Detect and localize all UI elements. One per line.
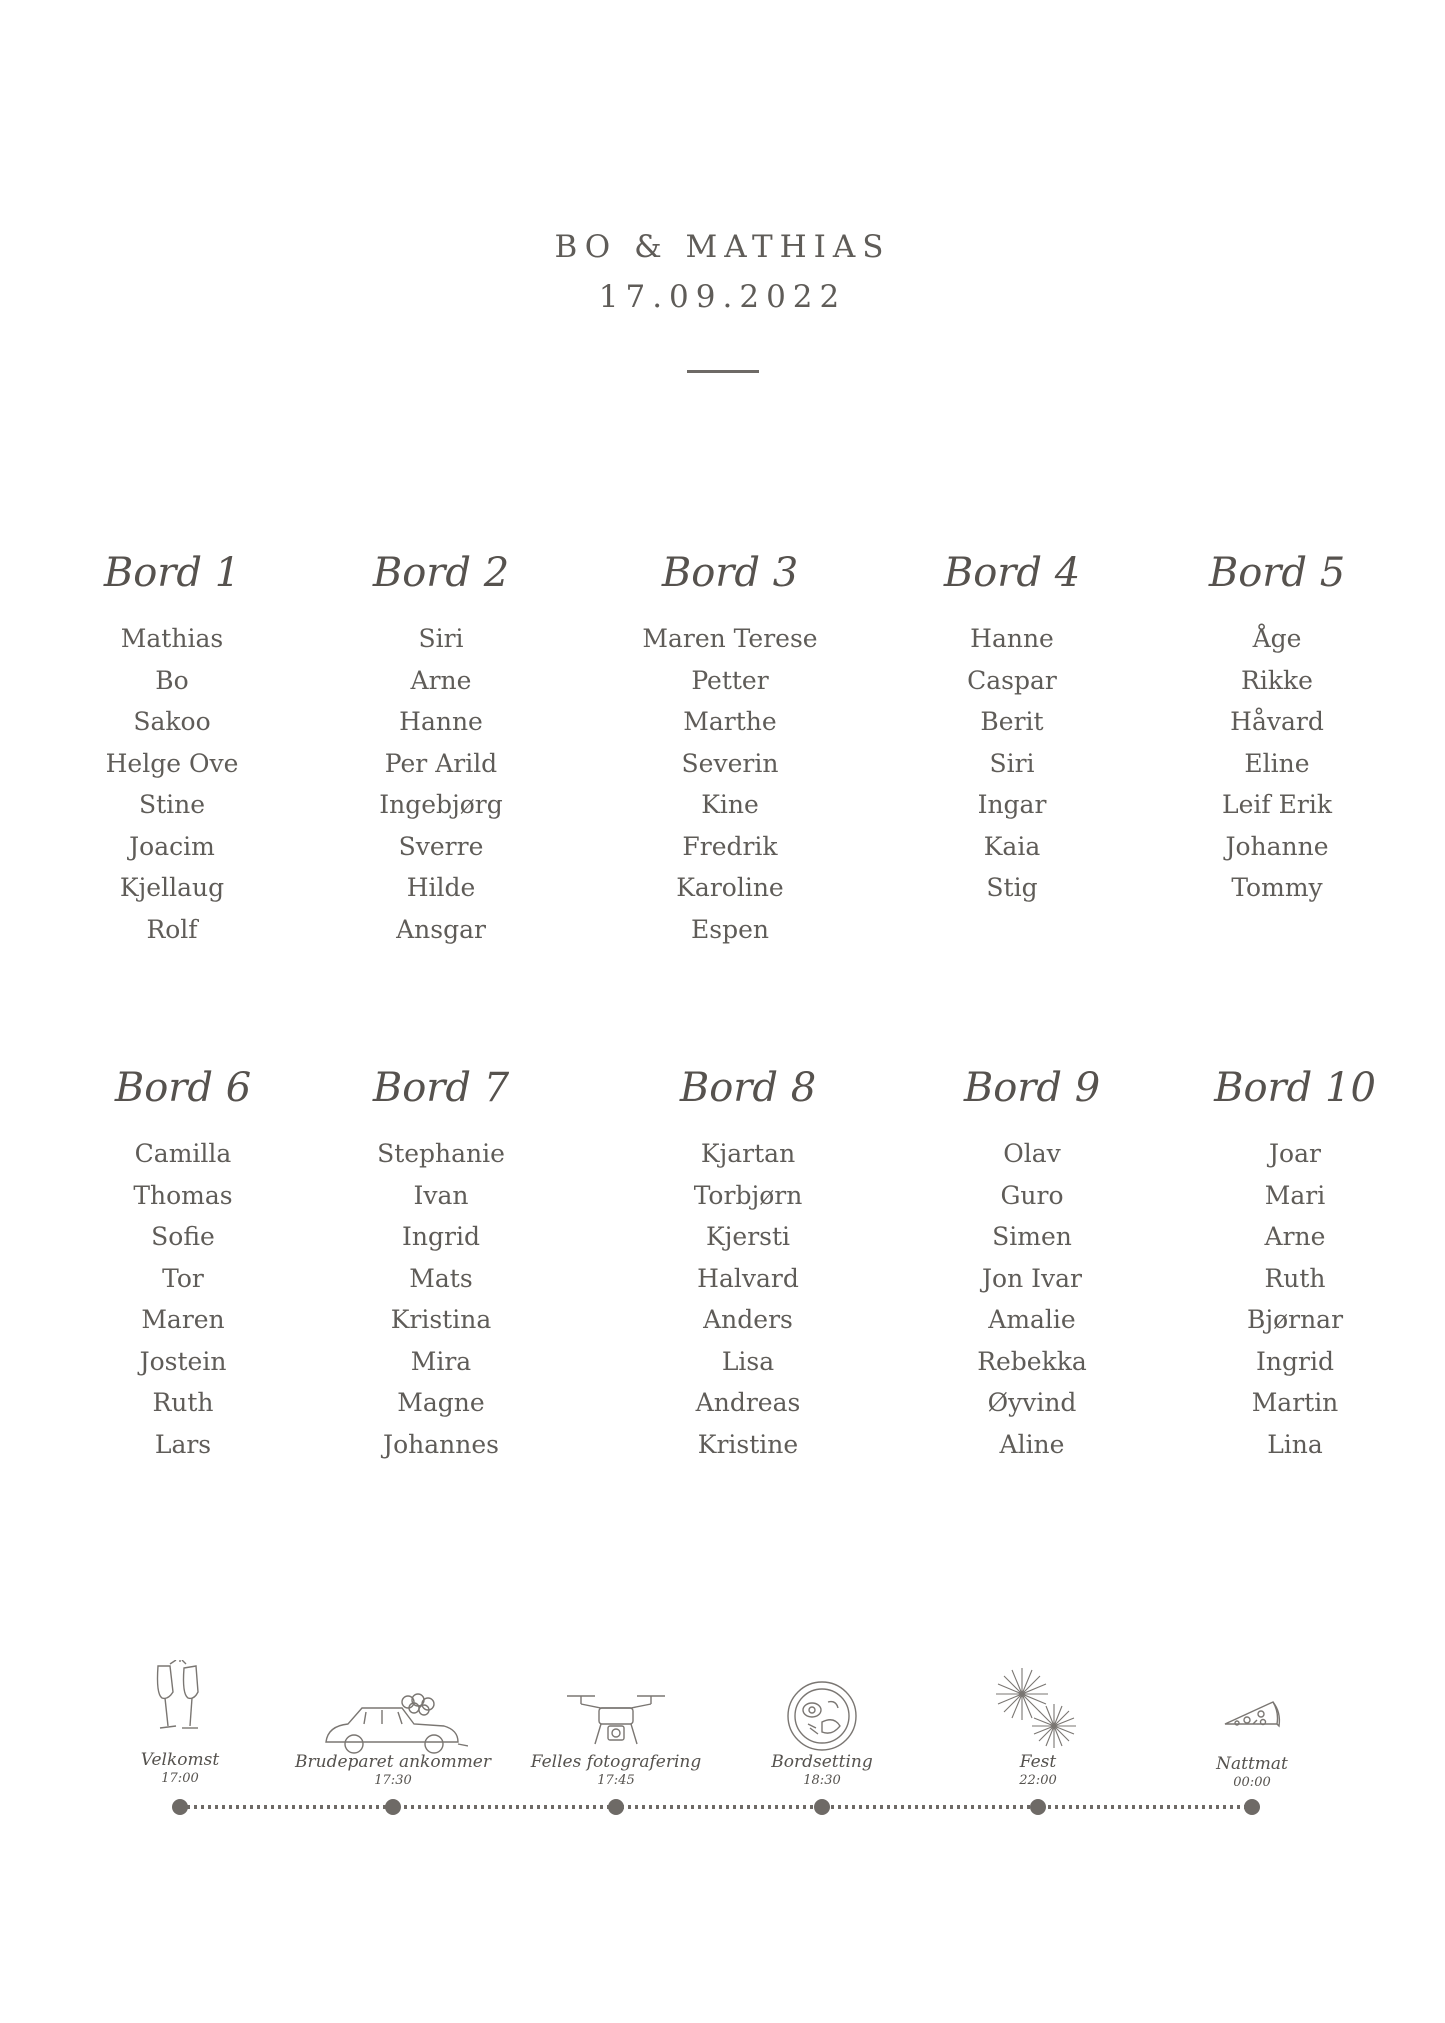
table-5 [1157, 548, 1397, 909]
guest-name: Joar [1269, 1139, 1321, 1168]
timeline-event-time: 00:00 [1233, 1775, 1271, 1790]
guest-name: Berit [980, 707, 1044, 736]
guest-name: Åge [1252, 624, 1302, 653]
table-title: Bord 5 [1208, 550, 1346, 596]
table-4 [892, 548, 1132, 909]
table-title: Bord 9 [963, 1065, 1101, 1111]
table-8 [628, 1063, 868, 1465]
guest-name: Amalie [988, 1305, 1076, 1334]
guest-name: Stine [138, 790, 206, 819]
header-divider [687, 370, 759, 373]
guest-name: Kaia [983, 831, 1041, 861]
guest-name: Ingrid [1256, 1346, 1334, 1376]
guest-name: Siri [989, 748, 1035, 778]
guest-name: Simen [992, 1222, 1072, 1251]
timeline-event-label: Fest [1019, 1752, 1057, 1772]
guest-name: Joacim [129, 831, 215, 861]
guest-name: Thomas [133, 1180, 233, 1210]
table-title: Bord 4 [943, 550, 1081, 596]
timeline-marker [814, 1799, 830, 1815]
guest-name: Mats [409, 1263, 473, 1293]
guest-name: Sofie [151, 1222, 215, 1251]
guest-name: Ansgar [396, 914, 486, 944]
guest-name: Ruth [1264, 1263, 1326, 1293]
wedding-date: 17.09.2022 [598, 279, 847, 315]
guest-name: Magne [397, 1388, 485, 1417]
table-6 [63, 1063, 303, 1465]
guest-name: Martin [1251, 1388, 1339, 1417]
guest-name: Kjellaug [119, 873, 225, 902]
guest-name: Stig [986, 873, 1038, 902]
pizza-slice-icon [1152, 1688, 1352, 1762]
guest-name: Aline [999, 1429, 1065, 1459]
guest-name: Camilla [134, 1139, 232, 1168]
timeline-marker [608, 1799, 624, 1815]
guest-name: Tor [162, 1263, 204, 1293]
guest-name: Kristina [390, 1305, 492, 1334]
guest-name: Mari [1264, 1180, 1326, 1210]
guest-name: Ruth [152, 1388, 214, 1417]
table-title: Bord 10 [1214, 1065, 1376, 1111]
table-2 [321, 548, 561, 950]
guest-name: Halvard [697, 1263, 799, 1293]
timeline-event-label: Felles fotografering [530, 1752, 702, 1772]
guest-name: Mira [410, 1346, 472, 1376]
guest-name: Kine [701, 790, 759, 819]
table-title: Bord 2 [372, 550, 510, 596]
guest-name: Arne [1264, 1222, 1326, 1251]
guest-name: Marthe [683, 707, 777, 736]
table-9 [912, 1063, 1152, 1465]
guest-name: Caspar [967, 665, 1057, 695]
guest-name: Ivan [413, 1180, 469, 1210]
fireworks-icon [938, 1664, 1138, 1758]
guest-name: Rebekka [977, 1346, 1087, 1376]
guest-name: Petter [691, 665, 769, 695]
guest-name: Hilde [406, 873, 476, 902]
timeline-marker [1030, 1799, 1046, 1815]
table-title: Bord 1 [103, 550, 241, 596]
table-title: Bord 3 [661, 550, 799, 596]
timeline-event-label: Nattmat [1216, 1754, 1288, 1774]
guest-name: Hanne [399, 707, 483, 736]
table-10 [1175, 1063, 1415, 1465]
guest-name: Sakoo [133, 707, 211, 736]
guest-name: Johanne [1225, 831, 1329, 861]
guest-name: Øyvind [987, 1388, 1077, 1417]
guest-name: Håvard [1230, 707, 1324, 736]
guest-name: Maren Terese [642, 624, 818, 653]
champagne-glasses-icon [80, 1660, 280, 1744]
guest-name: Torbjørn [693, 1180, 803, 1210]
timeline-event-time: 17:00 [161, 1771, 199, 1786]
guest-name: Kjersti [705, 1222, 791, 1251]
guest-name: Kristine [697, 1429, 799, 1459]
guest-name: Stephanie [377, 1139, 505, 1168]
guest-name: Johannes [383, 1429, 499, 1459]
timeline-event-label: Bordsetting [771, 1752, 873, 1772]
table-title: Bord 8 [679, 1065, 817, 1111]
guest-name: Eline [1244, 748, 1310, 778]
timeline-event-time: 22:00 [1019, 1773, 1057, 1788]
timeline-event-time: 17:30 [374, 1773, 412, 1788]
guest-name: Fredrik [682, 831, 778, 861]
timeline-marker [385, 1799, 401, 1815]
timeline-event-label: Velkomst [140, 1750, 220, 1770]
table-3 [610, 548, 850, 950]
event-timeline [0, 1660, 1445, 1820]
timeline-marker [1244, 1799, 1260, 1815]
guest-name: Sverre [398, 831, 484, 861]
guest-name: Anders [703, 1305, 793, 1334]
guest-name: Leif Erik [1222, 790, 1332, 819]
table-title: Bord 7 [372, 1065, 510, 1111]
couple-names: BO & MATHIAS [554, 229, 891, 265]
guest-name: Lina [1267, 1429, 1323, 1459]
guest-name: Rikke [1241, 665, 1313, 695]
guest-name: Bjørnar [1246, 1305, 1344, 1334]
guest-name: Mathias [120, 624, 224, 653]
guest-name: Ingar [977, 790, 1047, 819]
table-1 [52, 548, 292, 950]
table-7 [321, 1063, 561, 1465]
header [0, 222, 1445, 373]
guest-name: Ingebjørg [379, 790, 503, 819]
guest-name: Lisa [721, 1346, 775, 1376]
guest-name: Andreas [695, 1388, 801, 1417]
guest-name: Jostein [139, 1346, 227, 1376]
guest-name: Ingrid [402, 1222, 480, 1251]
table-title: Bord 6 [114, 1065, 252, 1111]
guest-name: Bo [155, 665, 189, 695]
guest-name: Kjartan [700, 1139, 796, 1168]
guest-name: Lars [154, 1429, 212, 1459]
guest-name: Arne [410, 665, 472, 695]
guest-name: Tommy [1231, 873, 1323, 902]
guest-name: Olav [1003, 1139, 1061, 1168]
timeline-event-time: 17:45 [597, 1773, 635, 1788]
guest-name: Severin [681, 748, 779, 778]
guest-name: Maren [141, 1305, 225, 1334]
guest-name: Siri [418, 624, 464, 653]
guest-name: Espen [691, 914, 769, 944]
guest-name: Per Arild [384, 748, 498, 778]
timeline-marker [172, 1799, 188, 1815]
guest-name: Guro [1000, 1180, 1064, 1210]
guest-name: Hanne [970, 624, 1054, 653]
timeline-event-label: Brudeparet ankommer [295, 1752, 491, 1772]
dinner-plate-icon [722, 1676, 922, 1760]
guest-name: Helge Ove [105, 748, 239, 778]
guest-name: Jon Ivar [982, 1263, 1082, 1293]
timeline-event-time: 18:30 [803, 1773, 841, 1788]
guest-name: Karoline [676, 873, 784, 902]
guest-name: Rolf [146, 914, 198, 944]
